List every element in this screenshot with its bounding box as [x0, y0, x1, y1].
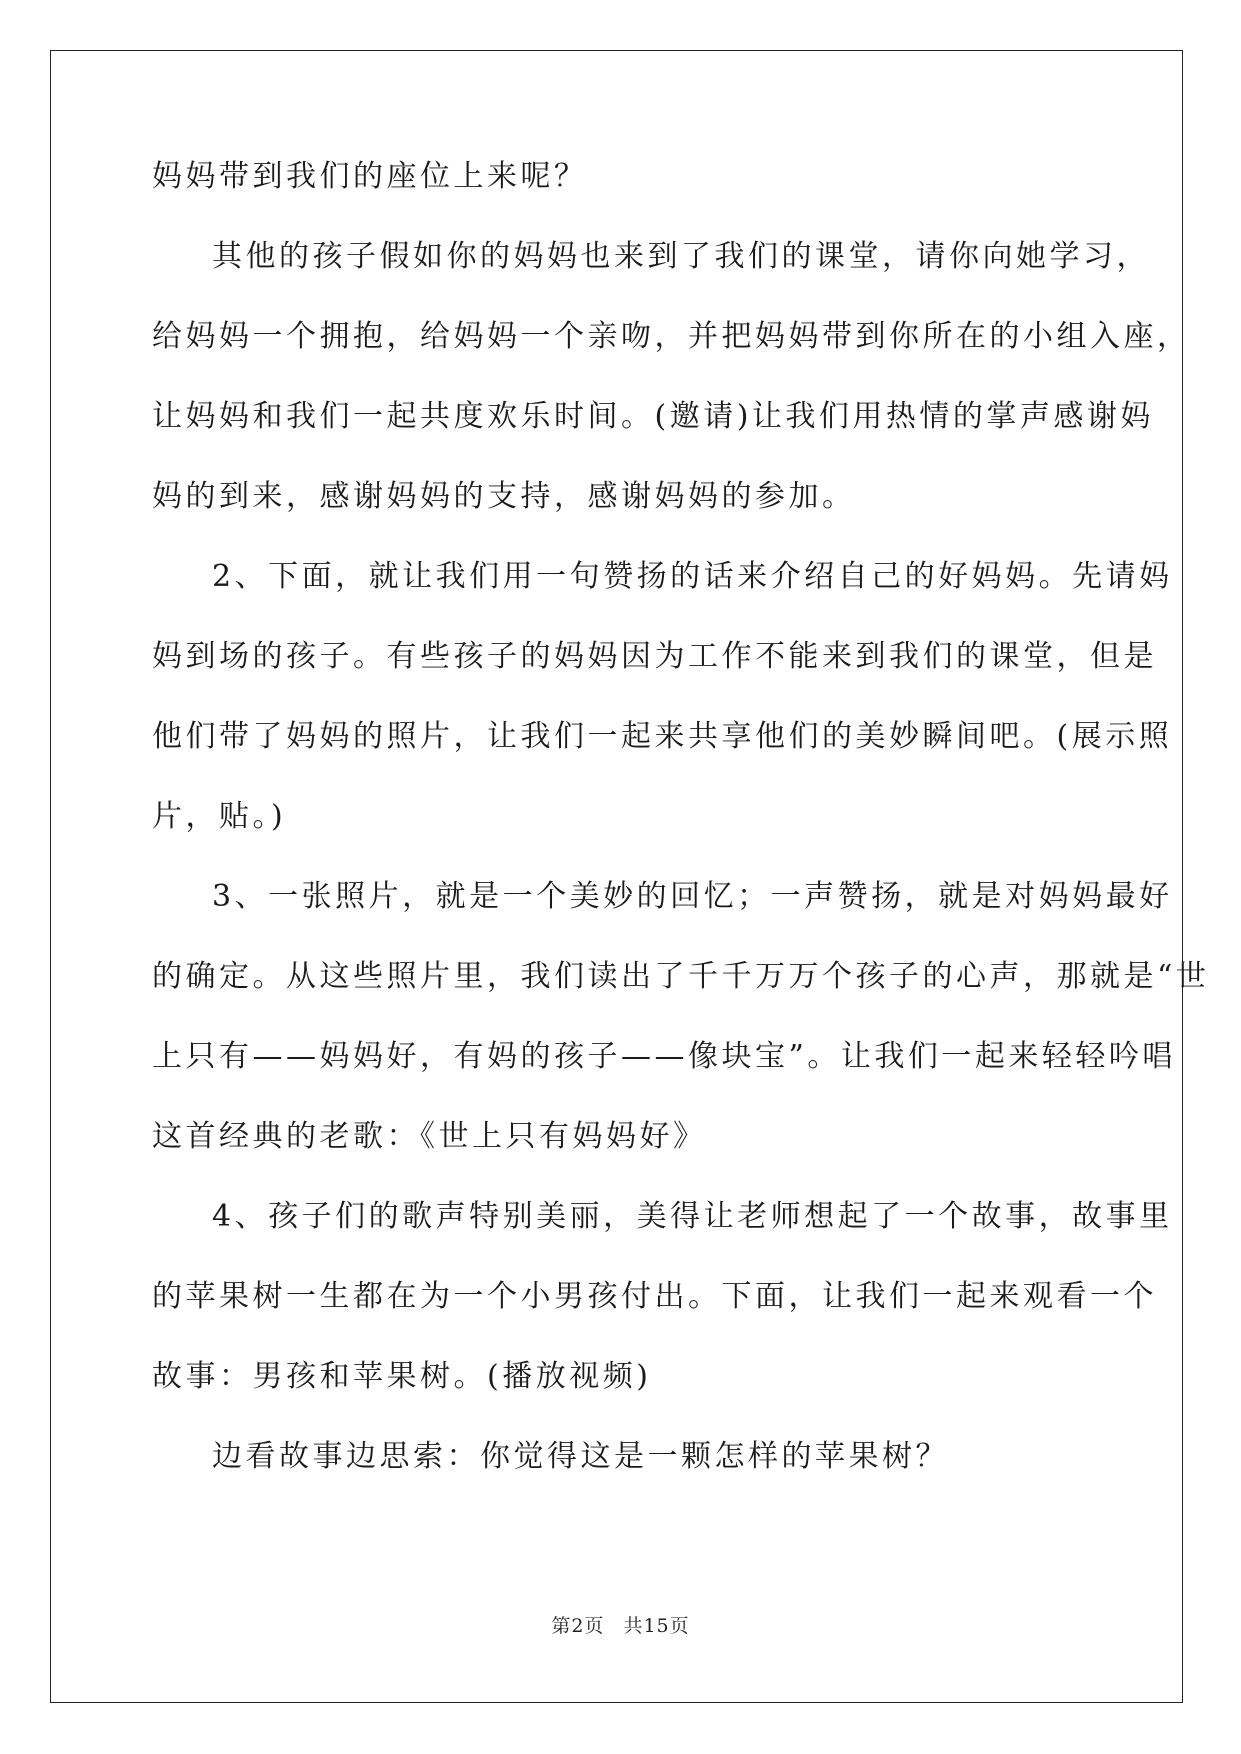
paragraph-start-line: 4、孩子们的歌声特别美丽，美得让老师想起了一个故事，故事里 — [212, 1199, 1173, 1234]
paragraph-start-line: 3、一张照片，就是一个美妙的回忆；一声赞扬，就是对妈妈最好 — [212, 879, 1173, 914]
text-line: 片，贴。) — [152, 799, 287, 834]
text-line: 妈的到来，感谢妈妈的支持，感谢妈妈的参加。 — [152, 479, 856, 514]
text-line: 他们带了妈妈的照片，让我们一起来共享他们的美妙瞬间吧。(展示照 — [152, 719, 1173, 754]
paragraph-start-line: 2、下面，就让我们用一句赞扬的话来介绍自己的好妈妈。先请妈 — [212, 559, 1173, 594]
text-line: 的苹果树一生都在为一个小男孩付出。下面，让我们一起来观看一个 — [152, 1279, 1157, 1314]
text-line: 这首经典的老歌：《世上只有妈妈好》 — [152, 1119, 707, 1154]
total-pages: 共15页 — [623, 1615, 690, 1637]
page-number: 第2页 — [551, 1615, 605, 1637]
paragraph-start-line: 其他的孩子假如你的妈妈也来到了我们的课堂，请你向她学习， — [212, 239, 1150, 274]
text-line: 妈到场的孩子。有些孩子的妈妈因为工作不能来到我们的课堂，但是 — [152, 639, 1157, 674]
text-line: 的确定。从这些照片里，我们读出了千千万万个孩子的心声，那就是“世 — [152, 959, 1210, 994]
paragraph-start-line: 边看故事边思索：你觉得这是一颗怎样的苹果树？ — [212, 1439, 949, 1474]
text-line: 妈妈带到我们的座位上来呢？ — [152, 159, 588, 194]
page-footer — [0, 1611, 1241, 1638]
text-line: 故事：男孩和苹果树。(播放视频) — [152, 1359, 652, 1394]
text-line: 给妈妈一个拥抱，给妈妈一个亲吻，并把妈妈带到你所在的小组入座， — [152, 319, 1191, 354]
text-line: 上只有——妈妈好，有妈的孩子——像块宝”。让我们一起来轻轻吟唱 — [152, 1039, 1176, 1074]
text-line: 让妈妈和我们一起共度欢乐时间。(邀请)让我们用热情的掌声感谢妈 — [152, 399, 1154, 434]
